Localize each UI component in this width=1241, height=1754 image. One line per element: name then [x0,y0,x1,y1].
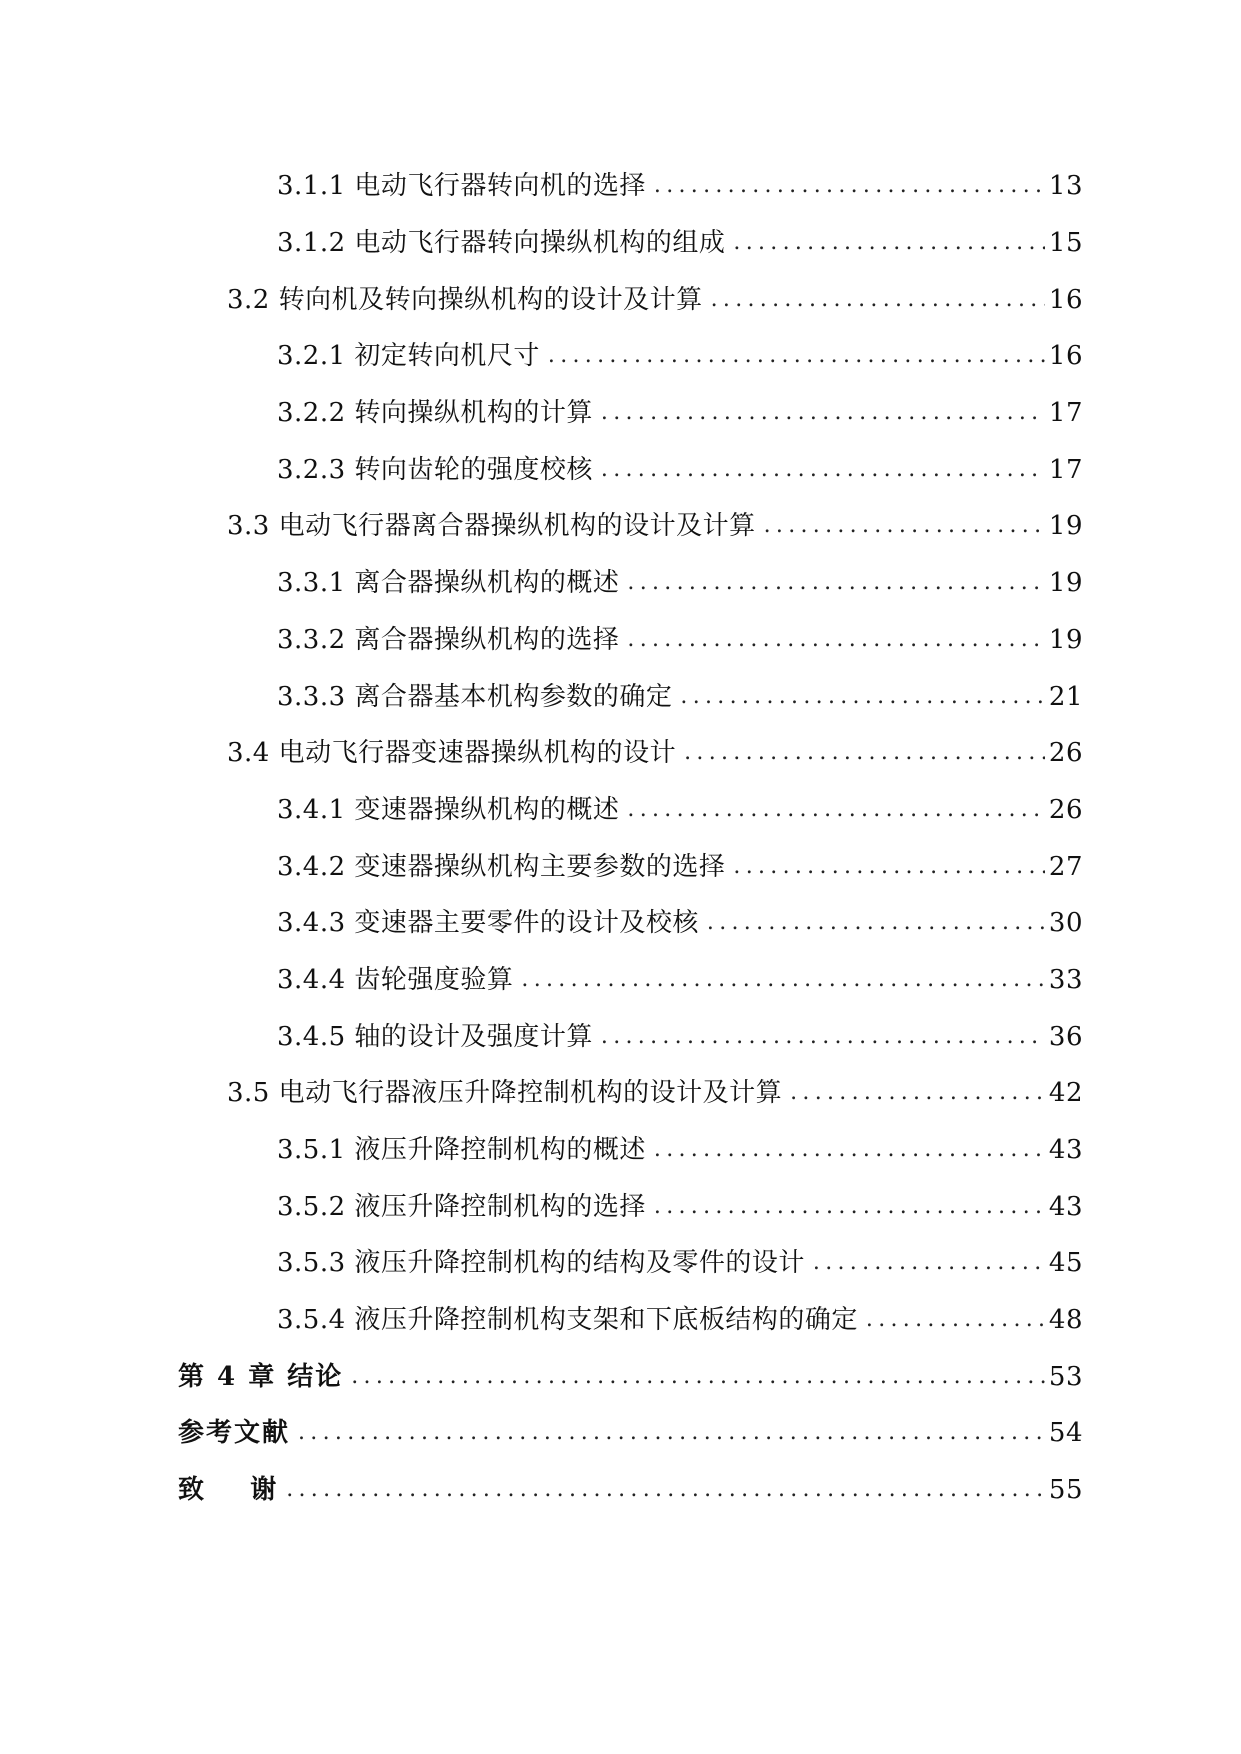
toc-entry-title: 3.4.2 变速器操纵机构主要参数的选择 [277,851,726,882]
toc-entry-3-4-3[interactable] [0,895,1241,952]
toc-page-number: 13 [1048,171,1083,202]
toc-dot-leader [654,175,1045,197]
toc-entry-title: 3.2.1 初定转向机尺寸 [277,341,540,372]
toc-entry-3-2-2[interactable] [0,385,1241,442]
toc-entry-title: 参考文献 [178,1418,291,1449]
toc-entry-3-2-1[interactable] [0,328,1241,385]
toc-entry-title: 致 谢 [178,1475,279,1506]
toc-entry-3-4-4[interactable] [0,952,1241,1009]
toc-page-number: 26 [1048,738,1083,769]
toc-entry-title: 3.5.3 液压升降控制机构的结构及零件的设计 [277,1248,805,1279]
toc-entry-references[interactable] [0,1405,1241,1462]
toc-entry-3-4-1[interactable] [0,782,1241,839]
toc-page-number: 15 [1048,228,1083,259]
toc-dot-leader [813,1252,1045,1274]
toc-entry-title: 3.5.2 液压升降控制机构的选择 [277,1191,646,1222]
toc-page-number: 16 [1048,341,1083,372]
toc-dot-leader [711,289,1045,311]
toc-entry-chapter-4[interactable] [0,1348,1241,1405]
toc-entry-title: 3.3.2 离合器操纵机构的选择 [277,624,620,655]
toc-dot-leader [680,686,1044,708]
toc-entry-title: 3.1.2 电动飞行器转向操纵机构的组成 [277,228,726,259]
toc-entry-3-4-2[interactable] [0,838,1241,895]
toc-dot-leader [351,1366,1045,1388]
toc-entry-title: 3.3.1 离合器操纵机构的概述 [277,568,620,599]
toc-dot-leader [627,572,1044,594]
toc-page-number: 48 [1048,1305,1083,1336]
toc-page-number: 30 [1048,908,1083,939]
toc-entry-3-1-1[interactable] [0,158,1241,215]
toc-entry-title: 3.4.3 变速器主要零件的设计及校核 [277,908,699,939]
toc-dot-leader [866,1309,1045,1331]
toc-entry-title: 3.5 电动飞行器液压升降控制机构的设计及计算 [227,1078,783,1109]
toc-page-number: 45 [1048,1248,1083,1279]
toc-page-number: 36 [1048,1021,1083,1052]
toc-entry-3-3-3[interactable] [0,668,1241,725]
toc-entry-3-1-2[interactable] [0,215,1241,272]
toc-entry-3-2[interactable] [0,271,1241,328]
toc-dot-leader [707,912,1045,934]
toc-page-number: 43 [1048,1135,1083,1166]
toc-entry-title: 3.2.3 转向齿轮的强度校核 [277,454,593,485]
toc-dot-leader [764,515,1045,537]
toc-page-number: 19 [1048,568,1083,599]
toc-page-number: 17 [1048,454,1083,485]
toc-dot-leader [601,1026,1045,1048]
toc-page-number: 17 [1048,398,1083,429]
toc-dot-leader [790,1082,1045,1104]
toc-dot-leader [733,232,1044,254]
toc-dot-leader [286,1479,1045,1501]
toc-entry-title: 3.4.4 齿轮强度验算 [277,964,514,995]
toc-page-number: 54 [1048,1418,1083,1449]
toc-page-number: 21 [1048,681,1083,712]
toc-dot-leader [298,1422,1045,1444]
toc-entry-title: 第 4 章 结论 [178,1361,344,1392]
toc-dot-leader [654,1196,1045,1218]
toc-entry-3-5[interactable] [0,1065,1241,1122]
toc-entry-title: 3.5.4 液压升降控制机构支架和下底板结构的确定 [277,1305,858,1336]
toc-dot-leader [733,856,1044,878]
toc-dot-leader [684,742,1045,764]
toc-entry-3-4-5[interactable] [0,1008,1241,1065]
toc-entry-3-5-2[interactable] [0,1178,1241,1235]
toc-dot-leader [654,1139,1045,1161]
toc-page-number: 55 [1048,1475,1083,1506]
toc-entry-title: 3.4.5 轴的设计及强度计算 [277,1021,593,1052]
toc-dot-leader [521,969,1044,991]
toc-entry-title: 3.1.1 电动飞行器转向机的选择 [277,171,646,202]
toc-page-number: 53 [1048,1361,1083,1392]
toc-dot-leader [548,345,1045,367]
table-of-contents [0,158,1241,1519]
toc-page-number: 19 [1048,624,1083,655]
toc-page-number: 16 [1048,284,1083,315]
toc-entry-title: 3.2 转向机及转向操纵机构的设计及计算 [227,284,703,315]
toc-dot-leader [601,402,1045,424]
toc-entry-3-3-2[interactable] [0,612,1241,669]
toc-entry-3-5-4[interactable] [0,1292,1241,1349]
toc-entry-3-3-1[interactable] [0,555,1241,612]
toc-entry-3-4[interactable] [0,725,1241,782]
toc-entry-title: 3.2.2 转向操纵机构的计算 [277,398,593,429]
toc-page-number: 42 [1048,1078,1083,1109]
toc-entry-3-5-1[interactable] [0,1122,1241,1179]
toc-entry-3-2-3[interactable] [0,441,1241,498]
toc-entry-title: 3.3.3 离合器基本机构参数的确定 [277,681,673,712]
toc-page-number: 19 [1048,511,1083,542]
toc-entry-title: 3.4 电动飞行器变速器操纵机构的设计 [227,738,677,769]
toc-entry-title: 3.5.1 液压升降控制机构的概述 [277,1135,646,1166]
toc-entry-3-3[interactable] [0,498,1241,555]
toc-entry-title: 3.3 电动飞行器离合器操纵机构的设计及计算 [227,511,756,542]
toc-entry-acknowledgements[interactable] [0,1462,1241,1519]
toc-dot-leader [601,459,1045,481]
toc-page-number: 27 [1048,851,1083,882]
toc-dot-leader [627,799,1044,821]
toc-entry-title: 3.4.1 变速器操纵机构的概述 [277,794,620,825]
toc-page-number: 26 [1048,794,1083,825]
toc-page-number: 33 [1048,964,1083,995]
toc-dot-leader [627,629,1044,651]
toc-entry-3-5-3[interactable] [0,1235,1241,1292]
toc-page-number: 43 [1048,1191,1083,1222]
